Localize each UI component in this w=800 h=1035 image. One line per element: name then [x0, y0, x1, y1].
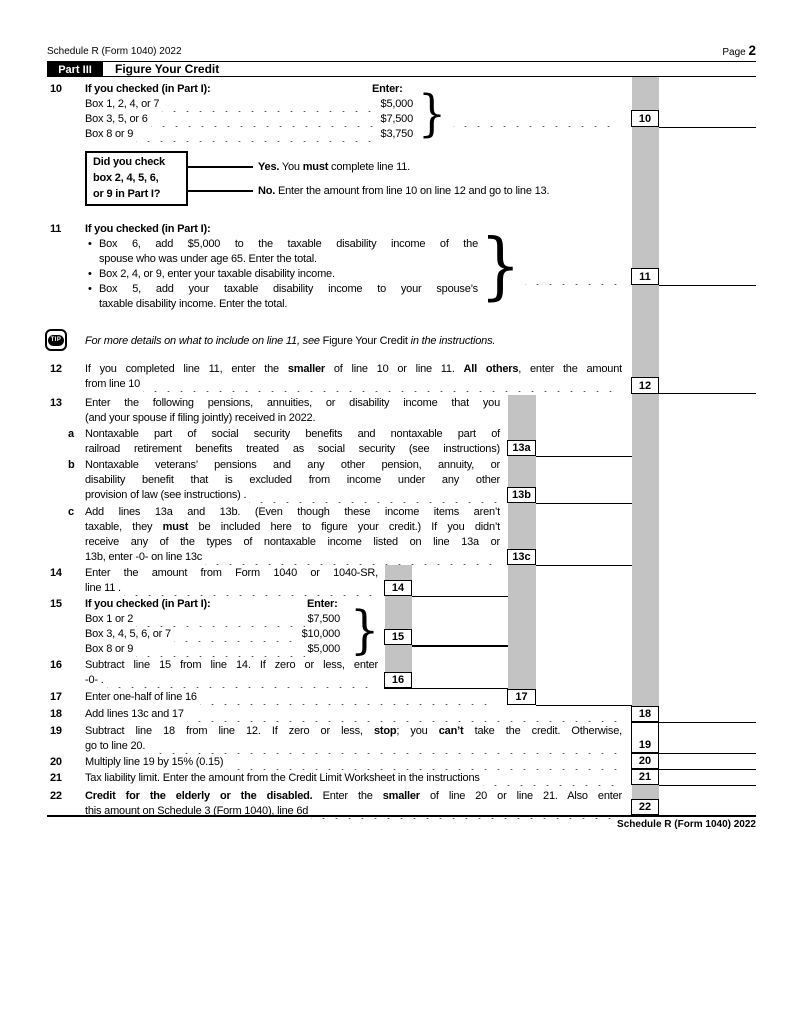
line-15-brace: } [350, 599, 380, 660]
line11-bullet-1 [88, 237, 92, 252]
line13b-l2 [85, 473, 500, 488]
line16-l2 [85, 673, 378, 688]
line19-l1-text: can’t [438, 725, 464, 737]
line15-box-row-2-text: Box 3, 4, 5, 6, or 7 [85, 628, 171, 640]
line13a-l1 [85, 427, 500, 442]
line15-number [50, 597, 62, 612]
line21-l1-text: Tax liability limit. Enter the amount from the Credit Limit Worksheet in the instructions [85, 772, 480, 784]
no-connector-line [188, 190, 253, 192]
line-15-label-box: 15 [384, 629, 412, 645]
line14-number [50, 566, 62, 581]
line-11-brace: } [480, 224, 521, 309]
line18-l1 [85, 707, 622, 722]
line15-box-row-3 [85, 642, 340, 657]
line13-number-text: 13 [50, 397, 62, 409]
line11-bullet-2 [88, 267, 92, 282]
line11-dot-leader-dot-leader [525, 270, 619, 285]
decision-box-line-1-text: Did you check [93, 156, 165, 168]
line10-dot-leader [450, 112, 622, 127]
part3-title: Figure Your Credit [115, 62, 220, 76]
line13b-l3 [85, 488, 500, 503]
line21-l1-dot-leader [483, 771, 619, 786]
line22-l1-text: of line 20 or line 21. Also enter [419, 790, 622, 802]
line15-box-row-3-dot-leader [136, 642, 304, 657]
line14-l2-text: line 11 . [85, 582, 121, 594]
line21-l1 [85, 771, 622, 786]
line15-lead [85, 597, 210, 612]
line11-bullet-3-text: • [88, 283, 92, 295]
line13c-l3 [85, 535, 500, 550]
line11-b2-l1-text: Box 2, 4, or 9, enter your taxable disability income. [99, 268, 335, 280]
tip-icon-label: TIP [48, 335, 64, 346]
line21-number [50, 771, 62, 786]
line10-lead [85, 82, 210, 97]
line16-l2-dot-leader [107, 673, 375, 688]
no-instruction [258, 184, 549, 199]
line-16-entry-rule [384, 688, 508, 689]
line17-number-text: 17 [50, 691, 62, 703]
line13b-l2-text: disability benefit that is excluded from income under any other [85, 474, 500, 486]
line-21-amount-field[interactable] [660, 769, 756, 785]
line13c-l2-text: taxable, they [85, 521, 163, 533]
line11-bullet-1-text: • [88, 238, 92, 250]
line13-l1 [85, 396, 500, 411]
line10-number-text: 10 [50, 83, 62, 95]
line22-l1-text: Enter the [312, 790, 383, 802]
decision-box-line-2-text: box 2, 4, 5, 6, [93, 172, 159, 184]
line16-number-text: 16 [50, 659, 62, 671]
line20-l1-dot-leader [226, 755, 619, 770]
amount-column-strip-right [632, 77, 659, 815]
line11-b2-l1 [99, 267, 335, 282]
tip-text [85, 334, 495, 349]
line-20-label-box: 20 [631, 753, 659, 769]
line13c-l3-text: receive any of the types of nontaxable income listed on line 13a or [85, 536, 500, 548]
decision-box-line-3-text: or 9 in Part I? [93, 188, 161, 200]
line-16-label-box: 16 [384, 672, 412, 688]
page-label: Page [722, 47, 746, 58]
line11-b1-l1 [99, 237, 478, 252]
line-13a-amount-field[interactable] [537, 440, 632, 456]
line-19-amount-field[interactable] [660, 722, 756, 753]
line13c-letter-text: c [68, 506, 74, 518]
line-13b-entry-rule [536, 503, 632, 504]
line13b-l3-text: provision of law (see instructions) . [85, 489, 247, 501]
line10-lead-text: If you checked (in Part I): [85, 83, 211, 95]
line10-box-row-3-amount: $3,750 [380, 128, 413, 140]
decision-box-line-2 [93, 171, 158, 186]
line-14-amount-field[interactable] [413, 580, 508, 596]
line15-box-row-2-amount: $10,000 [301, 628, 340, 640]
line13c-l2-text: be included here to figure your credit.) If you didn’t [188, 521, 500, 533]
line15-box-row-1 [85, 612, 340, 627]
line17-l1-dot-leader [200, 690, 497, 705]
line-11-label-box: 11 [631, 268, 659, 285]
line-10-label-box: 10 [631, 110, 659, 127]
line13-l1-text: Enter the following pensions, annuities, or disability income that you [85, 397, 500, 409]
line-13a-entry-rule [536, 456, 632, 457]
line-13b-amount-field[interactable] [537, 487, 632, 503]
line-13b-label-box: 13b [507, 487, 536, 503]
line19-number-text: 19 [50, 725, 62, 737]
line16-number [50, 658, 62, 673]
line12-number-text: 12 [50, 363, 62, 375]
line22-number [50, 789, 62, 804]
line13a-letter-text: a [68, 428, 74, 440]
line-11-amount-field[interactable] [660, 268, 756, 285]
yes-instruction [258, 160, 410, 175]
line22-l1-text: smaller [382, 790, 420, 802]
form-id-footer: Schedule R (Form 1040) 2022 [617, 819, 756, 830]
line20-number-text: 20 [50, 756, 62, 768]
line10-box-row-2 [85, 112, 413, 127]
line12-l1-text: If you completed line 11, enter the [85, 363, 288, 375]
yes-instruction-text: complete line 11. [328, 161, 411, 173]
line-11-entry-rule [659, 285, 756, 286]
line20-l1-text: Multiply line 19 by 15% (0.15) [85, 756, 224, 768]
line17-l1 [85, 690, 500, 705]
line19-l1-text: Subtract line 18 from line 12. If zero or less, [85, 725, 374, 737]
line-12-label-box: 12 [631, 377, 659, 394]
line11-b1-l1-text: Box 6, add $5,000 to the taxable disability income of the [99, 238, 478, 250]
line10-enter-label [372, 82, 403, 97]
line19-l2-dot-leader [148, 739, 619, 754]
line22-l1 [85, 789, 622, 804]
no-instruction-text: No. [258, 185, 276, 197]
line11-b3-l1-text: Box 5, add your taxable disability income to your spouse’s [99, 283, 478, 295]
line20-l1 [85, 755, 622, 770]
line-15-amount-field[interactable] [413, 629, 508, 645]
no-instruction-text: Enter the amount from line 10 on line 12 and go to line 13. [275, 185, 550, 197]
line11-b1-l2-text: spouse who was under age 65. Enter the total. [99, 253, 317, 265]
line13a-l2-text: railroad retirement benefits treated as social security (see instructions) [85, 443, 500, 455]
line17-number [50, 690, 62, 705]
line16-l1 [85, 658, 378, 673]
line12-l1-text: All others [463, 363, 519, 375]
line-12-amount-field[interactable] [660, 377, 756, 393]
line10-box-row-3 [85, 127, 413, 142]
line15-box-row-1-text: Box 1 or 2 [85, 613, 134, 625]
yes-instruction-text: Yes. [258, 161, 280, 173]
line-21-label-box: 21 [631, 769, 659, 785]
line15-enter-label-text: Enter: [307, 598, 338, 610]
line11-b3-l1 [99, 282, 478, 297]
line15-box-row-2-dot-leader [174, 627, 299, 642]
line15-box-row-1-dot-leader [136, 612, 304, 627]
line-14-entry-rule [412, 596, 508, 597]
line22-l2-dot-leader [311, 804, 619, 819]
line10-box-row-1-text: Box 1, 2, 4, or 7 [85, 98, 160, 110]
line13c-l1 [85, 505, 500, 520]
line13a-l2 [85, 442, 500, 457]
line-19-label-box: 19 [631, 722, 659, 753]
line13b-l3-dot-leader [249, 488, 497, 503]
line15-enter-label [307, 597, 338, 612]
line15-box-row-2 [85, 627, 340, 642]
line10-box-row-1 [85, 97, 413, 112]
line10-dot-leader-dot-leader [453, 112, 619, 127]
line17-l1-text: Enter one-half of line 16 [85, 691, 197, 703]
line15-box-row-3-text: Box 8 or 9 [85, 643, 134, 655]
line13-l2-text: (and your spouse if filing jointly) received in 2022. [85, 412, 316, 424]
line10-box-row-2-dot-leader [151, 112, 378, 127]
line18-l1-text: Add lines 13c and 17 [85, 708, 184, 720]
line22-l1-text: Credit for the elderly or the disabled. [85, 790, 313, 802]
line-22-amount-field[interactable] [660, 799, 756, 815]
form-id-header: Schedule R (Form 1040) 2022 [47, 46, 182, 57]
line13a-letter [68, 427, 74, 442]
line14-l2 [85, 581, 378, 596]
line19-l2 [85, 739, 622, 754]
decision-box-line-1 [93, 155, 165, 170]
line10-box-row-1-amount: $5,000 [380, 98, 413, 110]
line10-enter-label-text: Enter: [372, 83, 403, 95]
line-14-label-box: 14 [384, 580, 412, 596]
line14-l2-dot-leader [124, 581, 375, 596]
line12-l1-text: smaller [287, 363, 325, 375]
line11-number-text: 11 [50, 223, 62, 235]
line-20-amount-field[interactable] [660, 753, 756, 769]
line-13c-entry-rule [536, 565, 632, 566]
line21-number-text: 21 [50, 772, 62, 784]
line10-box-row-1-dot-leader [162, 97, 377, 112]
line13b-l1-text: Nontaxable veterans’ pensions and any other pension, annuity, or [85, 459, 500, 471]
line22-number-text: 22 [50, 790, 62, 802]
line10-box-row-2-amount: $7,500 [380, 113, 413, 125]
line-13c-amount-field[interactable] [537, 549, 632, 565]
line10-box-row-3-dot-leader [136, 127, 377, 142]
line-13a-label-box: 13a [507, 440, 536, 456]
page-indicator [722, 43, 756, 58]
line12-l1-text: , enter the amount [518, 363, 623, 375]
line13c-l2-text: must [162, 521, 189, 533]
line13-l2 [85, 411, 315, 426]
line11-lead-text: If you checked (in Part I): [85, 223, 211, 235]
line-22-label-box: 22 [631, 799, 659, 815]
line13c-l2 [85, 520, 500, 535]
line19-l1 [85, 724, 622, 739]
line15-box-row-1-amount: $7,500 [307, 613, 340, 625]
line22-l2-text: this amount on Schedule 3 (Form 1040), line 6d [85, 805, 309, 817]
part3-badge: Part III [47, 62, 103, 77]
line11-b3-l2-text: taxable disability income. Enter the total. [99, 298, 288, 310]
line11-dot-leader [522, 270, 622, 285]
line12-l2-dot-leader [143, 377, 619, 392]
tip-icon [45, 329, 67, 351]
line12-l2-text: from line 10 [85, 378, 141, 390]
line10-box-row-2-text: Box 3, 5, or 6 [85, 113, 148, 125]
line11-bullet-3 [88, 282, 92, 297]
tip-text-text: Figure Your Credit [322, 335, 408, 347]
line-18-label-box: 18 [631, 706, 659, 722]
line12-l1-text: of line 10 or line 11. [324, 363, 464, 375]
line16-l2-text: -0- . [85, 674, 104, 686]
line13b-l1 [85, 458, 500, 473]
line12-number [50, 362, 62, 377]
line13b-letter-text: b [68, 459, 75, 471]
line-10-brace: } [418, 85, 446, 143]
line-10-entry-rule [659, 127, 756, 128]
line11-b1-l2 [99, 252, 317, 267]
line22-l2 [85, 804, 622, 819]
line-18-amount-field[interactable] [660, 706, 756, 722]
line-15-entry-rule [412, 645, 508, 647]
line-13c-label-box: 13c [507, 549, 536, 565]
line-17-label-box: 17 [507, 689, 536, 705]
line19-number [50, 724, 62, 739]
line14-l1 [85, 566, 378, 581]
line19-l1-text: stop [373, 725, 397, 737]
line19-l2-text: go to line 20. [85, 740, 146, 752]
line-17-amount-field[interactable] [537, 689, 632, 705]
line13c-l1-text: Add lines 13a and 13b. (Even though these income items aren’t [85, 506, 500, 518]
line11-bullet-2-text: • [88, 268, 92, 280]
line11-lead [85, 222, 210, 237]
line13-number [50, 396, 62, 411]
yes-connector-line [188, 166, 253, 168]
decision-box-line-3 [93, 187, 160, 202]
line-16-amount-field[interactable] [413, 672, 508, 688]
line-12-entry-rule [659, 393, 756, 394]
line11-b3-l2 [99, 297, 287, 312]
line18-number-text: 18 [50, 708, 62, 720]
yes-instruction-text: must [302, 161, 329, 173]
line-17-entry-rule [536, 705, 632, 706]
line15-number-text: 15 [50, 598, 62, 610]
line12-l1 [85, 362, 622, 377]
line15-lead-text: If you checked (in Part I): [85, 598, 211, 610]
line20-number [50, 755, 62, 770]
line10-box-row-3-text: Box 8 or 9 [85, 128, 134, 140]
line14-number-text: 14 [50, 567, 62, 579]
line13a-l1-text: Nontaxable part of social security benefits and nontaxable part of [85, 428, 500, 440]
line-10-amount-field[interactable] [660, 110, 756, 127]
tip-text-text: For more details on what to include on line 11, see [85, 335, 323, 347]
line15-box-row-3-amount: $5,000 [307, 643, 340, 655]
line19-l1-text: ; you [396, 725, 439, 737]
line-21-entry-rule [659, 785, 756, 786]
line14-l1-text: Enter the amount from Form 1040 or 1040-SR, [85, 567, 378, 579]
line13c-l4-dot-leader [205, 550, 497, 565]
line18-l1-dot-leader [187, 707, 619, 722]
line13c-letter [68, 505, 74, 520]
line13b-letter [68, 458, 75, 473]
tip-text-text: in the instructions. [407, 335, 496, 347]
line18-number [50, 707, 62, 722]
line11-number [50, 222, 61, 237]
line16-l1-text: Subtract line 15 from line 14. If zero or less, enter [85, 659, 378, 671]
page-number: 2 [748, 43, 756, 58]
line19-l1-text: take the credit. Otherwise, [463, 725, 622, 737]
yes-instruction-text: You [279, 161, 303, 173]
line12-l2 [85, 377, 622, 392]
line13c-l4 [85, 550, 500, 565]
line10-number [50, 82, 62, 97]
line13c-l4-text: 13b, enter -0- on line 13c [85, 551, 203, 563]
